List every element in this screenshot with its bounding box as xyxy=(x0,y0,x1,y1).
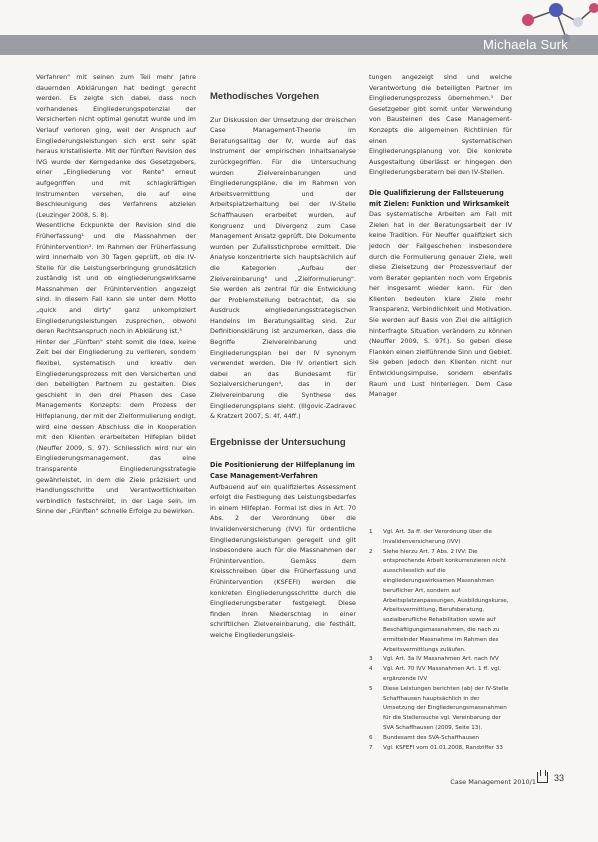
footnotes xyxy=(369,528,512,753)
section-results xyxy=(210,438,356,641)
footnote-text: Vgl. Art. 3a ff. der Verordnung über die Invalidenversicherung (IVV) xyxy=(383,529,492,545)
author-name: Michaela Surk xyxy=(483,37,568,52)
paragraph: Das systematische Arbeiten am Fall mit Zielen hat in der Beratungsarbeit der IV keine Tradition. Für Neuffer qualifiziert sich jedoch der Fallgeschehen insbesondere durch die Formulierung genauer Ziele, weil diese Zielsetzung der Prozessverlauf der vom Berater geplanten noch vom Ergebnis her insgesamt wieder kann. Für den Klienten bedeuten klare Ziele mehr Transparenz, Verbindlichkeit und Motivation. Sie werden auf Basis von Ziel die alltäglich hinterfragte Situation verändern zu können (Neuffer 2009, S. 97f.). So geben diese Flanken einen zielführende Sinn und Gebiet. Sie geben jedoch den Klienten nicht nur Entwicklungsimpulse, sondern ebenfalls Raum und Lust hinterlegen. Dem Case Manager xyxy=(369,210,512,399)
footnote-text: Vgl. Art. 3a IV Massnahmen Art. nach IVV xyxy=(383,656,499,663)
footnote xyxy=(369,528,512,548)
footnote-number: 4 xyxy=(369,666,373,673)
footnote-number: 7 xyxy=(369,744,373,751)
footnote-text: Siehe hierzu Art. 7 Abs. 2 IVV: Die entsprechende Arbeit konkurrenzieren nicht ausschliesslich auf die eingliederungswirksamen Massnahmen beruflicher Art, sondern auf Arbeitsplatzanpassungen, Ausbildungskurse, Arbeitsvermittlung, Berufsberatung, sozialberufliche Rehabilitation sowie auf Beschäftigungsmassnahmen, die nach zu ermittelnder Massnahme im Rahmen des Arbeitsvermittlungs zuläufen. xyxy=(383,548,509,653)
footnote xyxy=(369,548,512,656)
subheading: Die Positionierung der Hilfeplanung im Case Management-Verfahren xyxy=(210,461,355,480)
footnote-number: 2 xyxy=(369,548,373,555)
footnote-number: 1 xyxy=(369,529,373,535)
footnote xyxy=(369,734,512,744)
footnote-text: Diese Leistungen berichten (ab) der IV-Stelle Schaffhausen hauptsächlich in der Umsetzung der Eingliederungsmassnahmen für die Stellensuche vgl. Vereinbarung der SVA Schaffhausen (2009, Seite 13). xyxy=(383,685,509,731)
footnote xyxy=(369,744,512,754)
paragraph: Aufbauend auf ein qualifiziertes Assessment erfolgt die Festlegung des Leistungsbedarfes in einem Hilfeplan. Formal ist dies in Art. 70 Abs. 2 der Verordnung über die Invalidenversicherung (IVV) für ordentliche Eingliederungsleistungen geregelt und gilt insbesondere auch für die Massnahmen der Frühintervention. Gemäss dem Kreisschreiben über die Früherfassung und Frühintervention (KSFEFI) werden die konkreten Eingliederungsschritte durch die Eingliederungsberater festgelegt. Diese finden ihren Niederschlag in einer schriftlichen Zielvereinbarung, die festhält, welche Eingliederungsleis- xyxy=(210,482,356,639)
column-2 xyxy=(210,92,356,641)
paragraph: Zur Diskussion der Umsetzung der dreischen Case Management-Theorie im Beratungsalltag der IV, wurde auf das Instrument der empirischen Inhaltsanalyse zurückgegriffen. Für die Untersuchung wurden Zielvereinbarungen und Eingliederungspläne, die im Rahmen von Arbeitsvermittlung und der Arbeitsplatzerhaltung bei der IV-Stelle Schaffhausen erarbeitet wurden, auf Kongruenz und Divergenz zum Case Management Ansatz geprüft. Die Dokumente wurden per Zufallsstichprobe ermittelt. Die Analyse konzentrierte sich hauptsächlich auf die Kategorien „Aufbau der Zielvereinbarung" und „Zielformulierung". Sie werden als zentral für die Entwicklung der Problemstellung betrachtet, da sie Ausdruck eingliederungsstrategischen Handelns im Beratungsalltag sind. Zur Definitionsklärung ist anzumerken, dass die Begriffe Zielvereinbarung und Eingliederungsplan bei der IV synonym verwendet werden. Die IV orientiert sich dabei an das Bundesamt für Sozialversicherungen⁴, das in der Zielvereinbarung die Synthese des Eingliederungsplans sieht. (Illgovic-Zadravec & Kratzert 2007, S. 4f, 44ff.) xyxy=(210,115,356,421)
footnote-number: 5 xyxy=(369,685,373,692)
paragraph: Hinter der „Fünften" steht somit die Idee, keine Zeit bei der Eingliederung zu verlieren, sondern flexibel, systematisch und kreativ den Eingliederungsprozess mit den Versicherten und den beteiligten Partnern zu gestalten. Dies geschieht in den drei Phasen des Case Managements Konzepts: dem Prozess der Hilfeplanung, der mit der Zielformulierung endigt, wird eine dessen Abschluss die in Kooperation mit den Klienten erarbeiteten Hilfeplan bildet (Neuffer 2009, S. 97). Schliesslich wird nur ein Eingliederungsmanagement, das eine transparente Eingliederungsstrategie gewährleistet, in dem die Ziele präzisiert und Handlungsschritte und Verantwortlichkeiten verbindlich festschreibt, in der Lage sein, im Sinne der „Fünften" schnelle Erfolge zu bewirken. xyxy=(36,337,196,516)
footnote-text: Vgl. KSFEFI vom 01.01.2008, Randziffer 33 xyxy=(383,744,503,751)
column-1 xyxy=(36,72,196,517)
footnote-number: 6 xyxy=(369,734,373,741)
footnote xyxy=(369,665,512,685)
footnote-text: Bundesamt des SVA-Schaffhausen xyxy=(383,734,479,741)
page-number: 33 xyxy=(554,773,565,783)
paragraph: Verfahren" mit seinen zum Teil mehr Jahre dauernden Abklärungen hat bedingt gerecht werden. Es zeigte sich dabei, dass noch vorhandenes Eingliederungspotenzial der Versicherten nicht optimal genutzt wurde und im Verlauf verloren ging, weil der Anspruch auf Eingliederungsleistungen sich erst sehr spät heraus kristallisierte. Mit der fünften Revision des IVG wurde der Kerngedanke des Gesetzgebers, einer „Eingliederung vor Rente" erneut aufgegriffen und mit schlagkräftigen Instrumenten versehen, die auf eine Beschleunigung des Verfahrens abzielen (Leuzinger 2008, S. 8). xyxy=(36,73,196,219)
section-heading: Ergebnisse der Untersuchung xyxy=(210,436,346,448)
column-3 xyxy=(369,72,512,400)
footnote xyxy=(369,685,512,734)
paragraph: Wesentliche Eckpunkte der Revision sind die Früherfassung¹ und die Massnahmen der Frühintervention². Im Rahmen der Früherfassung wird innerhalb von 30 Tagen geprüft, ob die IV-Stelle für die Leistungserbringung grundsätzlich zuständig ist und ob eingliederungswirksame Massnahmen der Frühintervention angezeigt sind. In diesem Fall kann sie unter dem Motto „quick and dirty" ganz unkompliziert Eingliederungsleistungen zusprechen, obwohl deren Rechtsanspruch noch in Abklärung ist.³ xyxy=(36,221,196,336)
footnote-number: 3 xyxy=(369,656,373,663)
footnote-text: Vgl. Art. 70 IVV Massnahmen Art. 1 ff. vgl. ergänzende IVV xyxy=(383,666,501,682)
page-icon xyxy=(537,772,548,783)
subheading: Die Qualifizierung der Fallsteuerung mit Zielen: Funktion und Wirksamkeit xyxy=(369,188,510,208)
journal-name: Case Management 2010/1 xyxy=(450,778,536,786)
footnote xyxy=(369,655,512,665)
section-heading: Methodisches Vorgehen xyxy=(210,91,320,102)
paragraph: tungen angezeigt sind und welche Verantwortung die beteiligten Partner im Eingliederungsprozess übernehmen.⁵ Der Gesetzgeber gibt somit unter Verwendung von Bausteinen des Case Management-Konzepts die allgemeinen Richtlinien für einen systematischen Eingliederungsplanung vor. Die konkrete Ausgestaltung überlässt er hingegen den Eingliederungsberatern bei den IV-Stellen. xyxy=(369,73,512,177)
